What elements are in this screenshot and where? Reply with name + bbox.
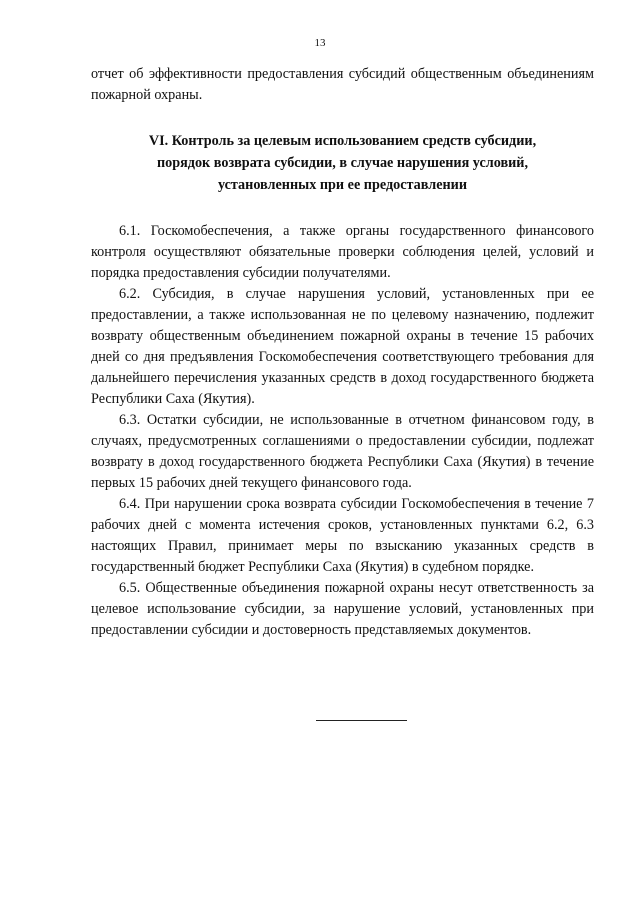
paragraph-6-4: 6.4. При нарушении срока возврата субсидии Госкомобеспечения в течение 7 рабочих дней с момента истечения сроков, установленных пунктами 6.2, 6.3 настоящих Правил, принимает меры по взысканию указанных средств в государственный бюджет Республики Саха (Якутия) в судебном порядке.	[91, 496, 594, 575]
paragraph-6-3: 6.3. Остатки субсидии, не использованные в отчетном финансовом году, в случаях, предусмотренных соглашениями о предоставлении субсидии, подлежат возврату в доход государственного бюджета Республики Саха (Якутия) в течение первых 15 рабочих дней текущего финансового года.	[91, 412, 594, 491]
section-heading	[91, 130, 594, 196]
section-heading-line-3: установленных при ее предоставлении	[217, 177, 468, 193]
paragraph-6-5: 6.5. Общественные объединения пожарной охраны несут ответственность за целевое использование субсидии, за нарушение условий, установленных при предоставлении субсидии и достоверность представляемых документов.	[91, 580, 594, 638]
section-heading-line-1: VI. Контроль за целевым использованием средств субсидии,	[148, 133, 537, 149]
end-of-document-rule	[316, 720, 407, 721]
paragraph-6-1: 6.1. Госкомобеспечения, а также органы государственного финансового контроля осуществляют обязательные проверки соблюдения целей, условий и порядка предоставления субсидии получателями.	[91, 223, 594, 281]
page-number: 13	[314, 37, 326, 49]
intro-paragraph: отчет об эффективности предоставления субсидий общественным объединениям пожарной охраны.	[91, 66, 594, 103]
document-body	[91, 64, 594, 641]
section-heading-line-2: порядок возврата субсидии, в случае нарушения условий,	[156, 155, 529, 171]
paragraph-6-2: 6.2. Субсидия, в случае нарушения условий, установленных при ее предоставлении, а также использованная не по целевому назначению, подлежит возврату общественным объединением пожарной охраны в течение 15 рабочих дней со дня предъявления Госкомобеспечения соответствующего требования для дальнейшего перечисления указанных средств в доход государственного бюджета Республики Саха (Якутия).	[91, 286, 594, 407]
